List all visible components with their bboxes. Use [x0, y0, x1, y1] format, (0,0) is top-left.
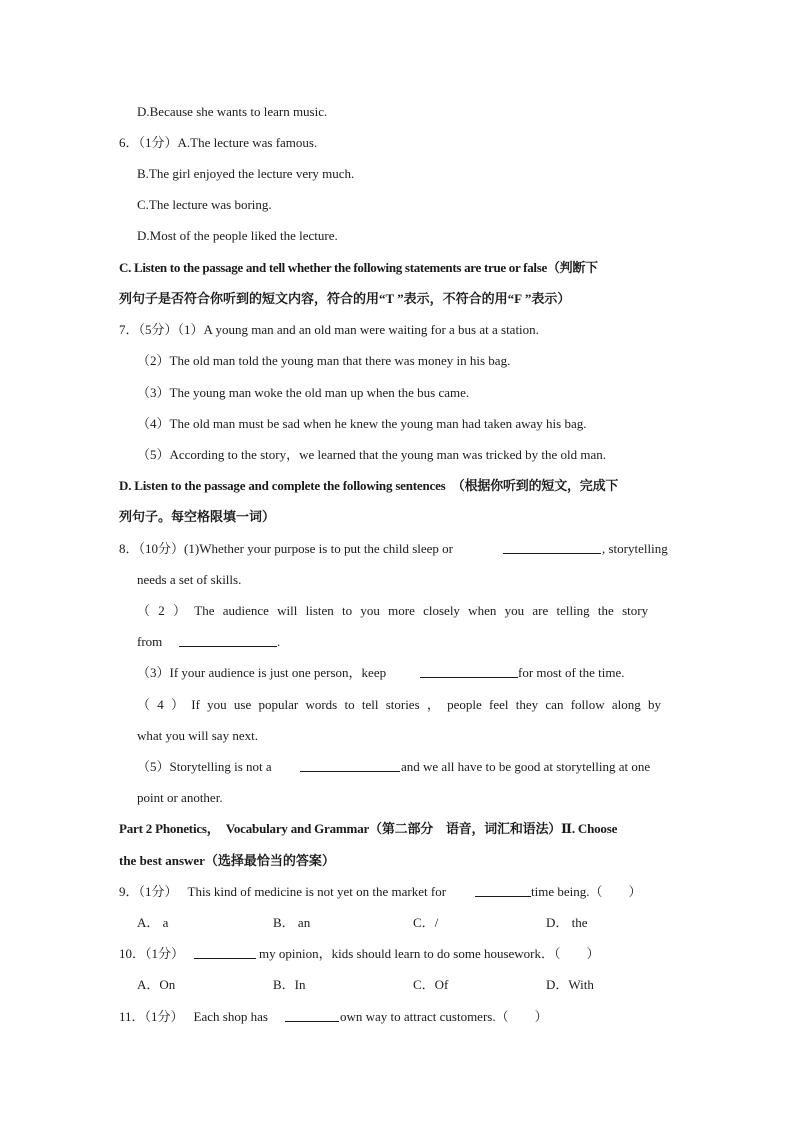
question-score: （1分）	[144, 1009, 184, 1024]
answer-blank[interactable]	[285, 1009, 339, 1022]
q6-option-a: A.The lecture was famous.	[177, 135, 318, 150]
q8-sentence-4: （ 4 ） If you use popular words to tell stories ， people feel they can follow along by	[137, 697, 662, 712]
q8-sentence-1-cont: needs a set of skills.	[137, 572, 242, 587]
q11-stem-end: own way to attract customers.（ ）	[340, 1009, 548, 1024]
question-number: 7．	[119, 322, 139, 337]
q6-option-c: C.The lecture was boring.	[137, 197, 272, 212]
q8-sentence-2: （ 2 ） The audience will listen to you more closely when you are telling the story	[137, 603, 649, 618]
q8-sentence-2-cont: from	[137, 634, 163, 649]
answer-blank[interactable]	[194, 946, 256, 959]
question-7	[119, 322, 539, 338]
section-d-title-cont: 列句子。每空格限填一词）	[119, 509, 276, 524]
q8-sentence-1-end: , storytelling	[602, 541, 668, 556]
q9-stem: This kind of medicine is not yet on the market for	[187, 884, 447, 899]
part-2-title-cont: the best answer（选择最恰当的答案）	[119, 853, 335, 868]
question-number: 8．	[119, 541, 139, 556]
q8-sentence-4-cont: what you will say next.	[137, 728, 258, 743]
question-score: （5分）	[138, 322, 178, 337]
question-score: （10分）	[138, 541, 185, 556]
q5-option-d: D.Because she wants to learn music.	[137, 104, 328, 119]
q9-option-a[interactable]: A． a	[137, 915, 169, 930]
q9-stem-end: time being.（ ）	[531, 884, 642, 899]
answer-blank[interactable]	[503, 541, 601, 554]
q8-sentence-5: （5）Storytelling is not a	[137, 759, 272, 774]
section-d-title: D. Listen to the passage and complete the following sentences （根据你听到的短文，完成下	[119, 478, 619, 493]
question-9	[119, 884, 446, 900]
q9-option-b[interactable]: B． an	[273, 915, 311, 930]
answer-blank[interactable]	[300, 759, 400, 772]
q8-sentence-1: (1)Whether your purpose is to put the child sleep or	[184, 541, 453, 556]
q11-stem: Each shop has	[193, 1009, 268, 1024]
q6-option-b: B.The girl enjoyed the lecture very much.	[137, 166, 355, 181]
q7-statement-1: （1）A young man and an old man were waiting for a bus at a station.	[177, 322, 539, 337]
answer-blank[interactable]	[475, 884, 531, 897]
question-score: （1分）	[145, 946, 185, 961]
question-6	[119, 135, 317, 151]
q10-stem: my opinion，kids should learn to do some housework．（ ）	[259, 946, 600, 961]
q7-statement-2: （2）The old man told the young man that there was money in his bag.	[137, 353, 511, 368]
q10-option-a[interactable]: A．On	[137, 977, 176, 992]
question-score: （1分）	[138, 884, 178, 899]
q8-sentence-3: （3）If your audience is just one person，keep	[137, 665, 387, 680]
question-score: （1分）	[138, 135, 178, 150]
question-number: 9．	[119, 884, 139, 899]
q10-option-d[interactable]: D．With	[546, 977, 594, 992]
q8-sentence-5-mid: and we all have to be good at storytelling at one	[401, 759, 651, 774]
question-8	[119, 541, 453, 557]
q8-sentence-5-cont: point or another.	[137, 790, 223, 805]
q7-statement-5: （5）According to the story，we learned that the young man was tricked by the old man.	[137, 447, 606, 462]
q7-statement-3: （3）The young man woke the old man up when the bus came.	[137, 385, 470, 400]
question-number: 11．	[119, 1009, 145, 1024]
question-number: 6．	[119, 135, 139, 150]
q8-sentence-3-end: for most of the time.	[518, 665, 625, 680]
part-2-title: Part 2 Phonetics， Vocabulary and Grammar（第二部分 语音，词汇和语法）Ⅱ. Choose	[119, 821, 618, 836]
section-c-title: C. Listen to the passage and tell whether the following statements are true or false（判断下	[119, 260, 598, 275]
q9-option-c[interactable]: C．/	[413, 915, 439, 930]
q6-option-d: D.Most of the people liked the lecture.	[137, 228, 338, 243]
answer-blank[interactable]	[179, 634, 277, 647]
answer-blank[interactable]	[420, 665, 518, 678]
q10-option-b[interactable]: B．In	[273, 977, 306, 992]
question-11	[119, 1009, 268, 1025]
period: .	[277, 634, 281, 649]
q10-option-c[interactable]: C．Of	[413, 977, 449, 992]
question-number: 10．	[119, 946, 146, 961]
section-c-title-cont: 列句子是否符合你听到的短文内容，符合的用“T ”表示，不符合的用“F ”表示）	[119, 291, 571, 306]
q7-statement-4: （4）The old man must be sad when he knew the young man had taken away his bag.	[137, 416, 587, 431]
question-10	[119, 946, 184, 962]
q9-option-d[interactable]: D． the	[546, 915, 588, 930]
